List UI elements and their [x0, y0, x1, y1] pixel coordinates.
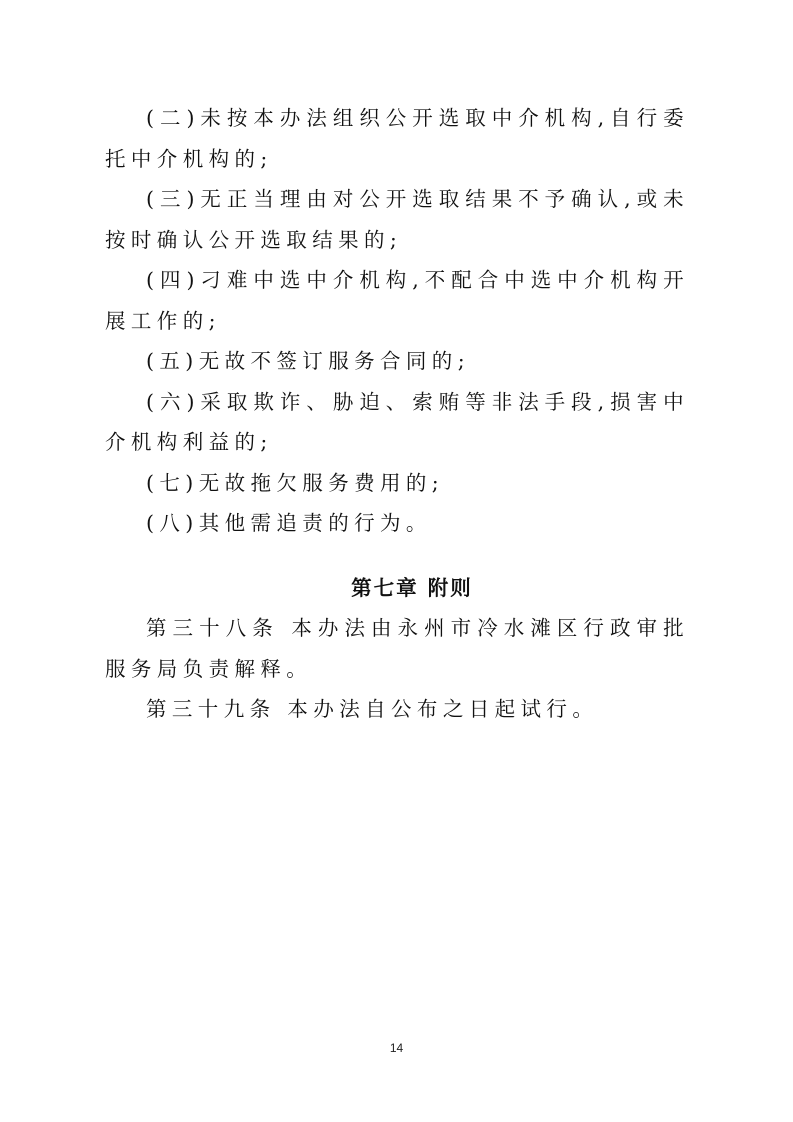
chapter-heading: 第七章 附则 — [351, 575, 473, 600]
clause-item-7: (七)无故拖欠服务费用的; — [146, 470, 445, 495]
clause-item-2: (二)未按本办法组织公开选取中介机构,自行委托中介机构的; — [105, 106, 689, 171]
clause-item-6: (六)采取欺诈、胁迫、索贿等非法手段,损害中介机构利益的; — [105, 389, 689, 454]
clause-item-5: (五)无故不签订服务合同的; — [146, 349, 471, 373]
document-body — [105, 98, 689, 730]
article-38: 第三十八条 本办法由永州市冷水滩区行政审批服务局负责解释。 — [105, 616, 689, 681]
clause-item-8: (八)其他需追责的行为。 — [146, 511, 432, 535]
clause-item-3: (三)无正当理由对公开选取结果不予确认,或未按时确认公开选取结果的; — [105, 187, 689, 252]
page-number: 14 — [389, 1041, 404, 1055]
article-39: 第三十九条 本办法自公布之日起试行。 — [146, 697, 599, 721]
clause-item-4: (四)刁难中选中介机构,不配合中选中介机构开展工作的; — [105, 268, 689, 333]
